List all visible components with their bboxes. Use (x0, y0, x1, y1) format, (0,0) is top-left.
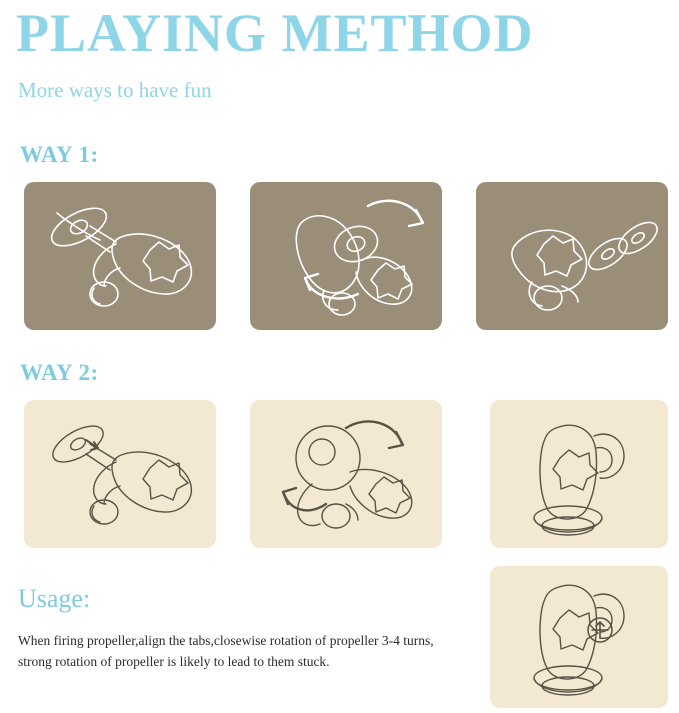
page-title: PLAYING METHOD (16, 3, 534, 63)
way-1-label: WAY 1: (20, 142, 99, 167)
way1-step-1-illustration (24, 182, 216, 330)
way2-step-1-illustration (24, 400, 216, 548)
usage-label: Usage: (18, 584, 91, 613)
page-subtitle: More ways to have fun (18, 78, 212, 102)
way1-step-3-illustration (476, 182, 668, 330)
way2-step-4-illustration (490, 566, 668, 708)
way2-step-2-illustration (250, 400, 442, 548)
way2-step-3-illustration (490, 400, 668, 548)
usage-text: When firing propeller,align the tabs,closewise rotation of propeller 3-4 turns, strong rotation of propeller is likely to lead to them stuck. (18, 633, 434, 669)
way1-step-2-illustration (250, 182, 442, 330)
way-2-label: WAY 2: (20, 360, 99, 385)
